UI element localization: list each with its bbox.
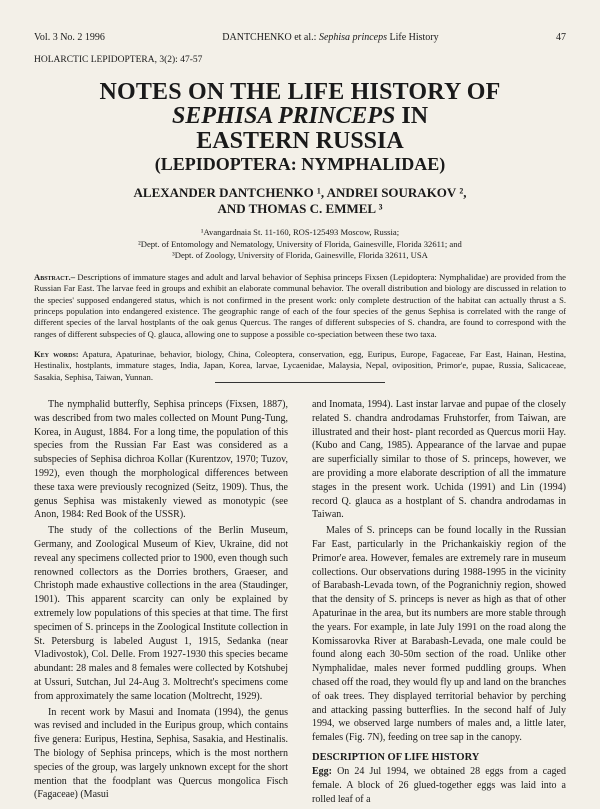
egg-lead: Egg:	[312, 766, 332, 778]
running-header	[34, 32, 566, 43]
paragraph: Males of S. princeps can be found locally in the Russian Far East, particularly in the Prichankaiskiy region of the Primor'e area. However, females are extremely rare in museum collections. Our observations during 1988-1995 in the vicinity of Barabash-Levada town, of the Pogranichniy region, showed that the density of S. princeps is never as high as that of other Apaturinae in the area, but its numbers are more stable through the years. For example, in late July 1991 on the road along the Komissarovka River at Barabash-Levada, one male could be found along each 30-50m section of the road. Unlike other Nymphalidae, males never formed puddling groups. When chased off the road, they would fly up and land on the branches of oak trees. They displayed territorial behavior by perching and attacking passing butterflies. In the second half of July 1994, we observed large numbers of males and, a little later, females (Fig. 7N), feeding on tree sap in the canopy.	[312, 525, 566, 744]
title-line-3: EASTERN RUSSIA	[196, 127, 404, 154]
running-title: DANTCHENKO et al.: Sephisa princeps Life History	[222, 32, 439, 43]
paragraph: and Inomata, 1994). Last instar larvae and pupae of the closely related S. chandra androdamas Fruhstorfer, from Taiwan, are illustrated and their host- plant recorded as Quercus morii Hay. (Kubo and Cang, 1985). Appearance of the larvae and pupae are superficially similar to those of S. princeps, however, we are providing a more elaborate description of all the immature stages in the present work. Uchida (1991) and Lin (1994) record Q. glauca as a hostplant of S. chandra androdamas in Taiwan.	[312, 399, 566, 521]
affiliation-2: ²Dept. of Entomology and Nematology, University of Florida, Gainesville, Florida 32611; and	[138, 238, 462, 249]
section-heading: DESCRIPTION OF LIFE HISTORY	[312, 751, 480, 763]
paragraph: The study of the collections of the Berlin Museum, Germany, and Zoological Museum of Kiev, Ukraine, did not reveal any specimens collected prior to 1900, even though such renowned collectors as the Dorries brothers, Graeser, and Christoph made exhaustive collections in the area (Staudinger, 1901). This apparent scarcity can only be explained by extremely low populations of this species at that time. The first specimen of S. princeps in the Zoological Institute collection in St. Petersburg is labeled August 1, 1915, Sedanka (near Vladivostok), Col. Delle. From 1927-1930 this species became abundant: 28 males and 8 females were collected by Kotshubej at Ussuri, Sutchan, Jul 24-Aug 3. Moltrecht's specimens come from approximately the same location (Moltrecht, 1929).	[34, 525, 288, 702]
body-column-right	[312, 398, 566, 809]
page-number: 47	[555, 32, 566, 43]
abstract	[34, 272, 566, 340]
author-list	[0, 185, 600, 218]
egg-text: On 24 Jul 1994, we obtained 28 eggs from a caged female. A block of 26 glued-together eggs was laid into a rolled leaf of a	[312, 766, 566, 805]
paragraph	[312, 765, 566, 806]
keywords	[34, 349, 566, 383]
section-divider	[215, 382, 385, 383]
paragraph: In recent work by Masui and Inomata (1994), the genus was revised and included in the Euripus group, which contains five genera: Euripus, Hestina, Sephisa, Sasakia, and Hestinalis. The biology of Sephisa princeps, which is the most northern species of the group, was largely unknown except for the short mention that the foodplant was Quercus mongolica Fisch (Fagaceae) (Masui	[34, 706, 288, 801]
authors-line-2: AND THOMAS C. EMMEL ³	[217, 201, 383, 217]
title-line-2: SEPHISA PRINCEPS IN	[171, 103, 429, 130]
body-column-left	[34, 398, 288, 804]
keywords-label: Key words:	[34, 349, 79, 359]
authors-line-1: ALEXANDER DANTCHENKO ¹, ANDREI SOURAKOV ²,	[133, 185, 467, 200]
affiliation-1: ¹Avangardnaia St. 11-160, ROS-125493 Moscow, Russia;	[200, 227, 400, 237]
abstract-text: Descriptions of immature stages and adult and larval behavior of Sephisa princeps Fixsen (Lepidoptera: Nymphalidae) are provided from the Russian Far East. The larvae feed in groups and exhibit an elaborate communal behavior. The overall distribution and biology are discussed in relation to the species' supposed endangered status, which is not confirmed in the present work: only complete destruction of the habitat can actually thrust a S. princeps population into endangered existence. The geographic range of each of the four species of the genus Sephisa is correlated with the range of different species of the larval hostplants of the oak genus Quercus. The ranges of different subspecies of S. chandra, are found to correspond with the ranges of different subspecies of Q. glauca, allowing one to suppose a possible co-speciation between these two taxa.	[34, 272, 566, 339]
journal-citation: HOLARCTIC LEPIDOPTERA, 3(2): 47-57	[34, 55, 203, 65]
abstract-label: Abstract.–	[34, 272, 75, 282]
keywords-text: Apatura, Apaturinae, behavior, biology, China, Coleoptera, conservation, egg, Euripus, Europe, Fagaceae, Far East, Hainan, Hestina, Hestinalix, hostplants, immature stages, India, Japan, Korea, larvae, Lycaenidae, Malaysia, Nepal, oviposition, Primor'e, pupae, Russia, Salicaceae, Sasakia, Sephisa, Taiwan, Yunnan.	[34, 349, 566, 382]
article-title	[0, 80, 600, 174]
affiliation-3: ³Dept. of Zoology, University of Florida, Gainesville, Florida 32611, USA	[172, 250, 428, 261]
affiliations	[0, 227, 600, 262]
volume-info: Vol. 3 No. 2 1996	[34, 32, 105, 43]
paragraph: The nymphalid butterfly, Sephisa princeps (Fixsen, 1887), was described from two males collected on Mount Pung-Tung, Korea, in August, 1884. For a long time, the population of this species from the Russian Far East was considered as a subspecies of Sephisa dichroa Kollar (Kurentzov, 1970; Tuzov, 1992), even though the morphological differences between these taxa were previously recognized (Seitz, 1909). Thus, the genus Sephisa was mistakenly viewed as monotypic (see Anon, 1984: Red Book of the USSR).	[34, 399, 288, 521]
title-line-1: NOTES ON THE LIFE HISTORY OF	[99, 79, 501, 105]
title-line-4: (LEPIDOPTERA: NYMPHALIDAE)	[154, 154, 446, 175]
